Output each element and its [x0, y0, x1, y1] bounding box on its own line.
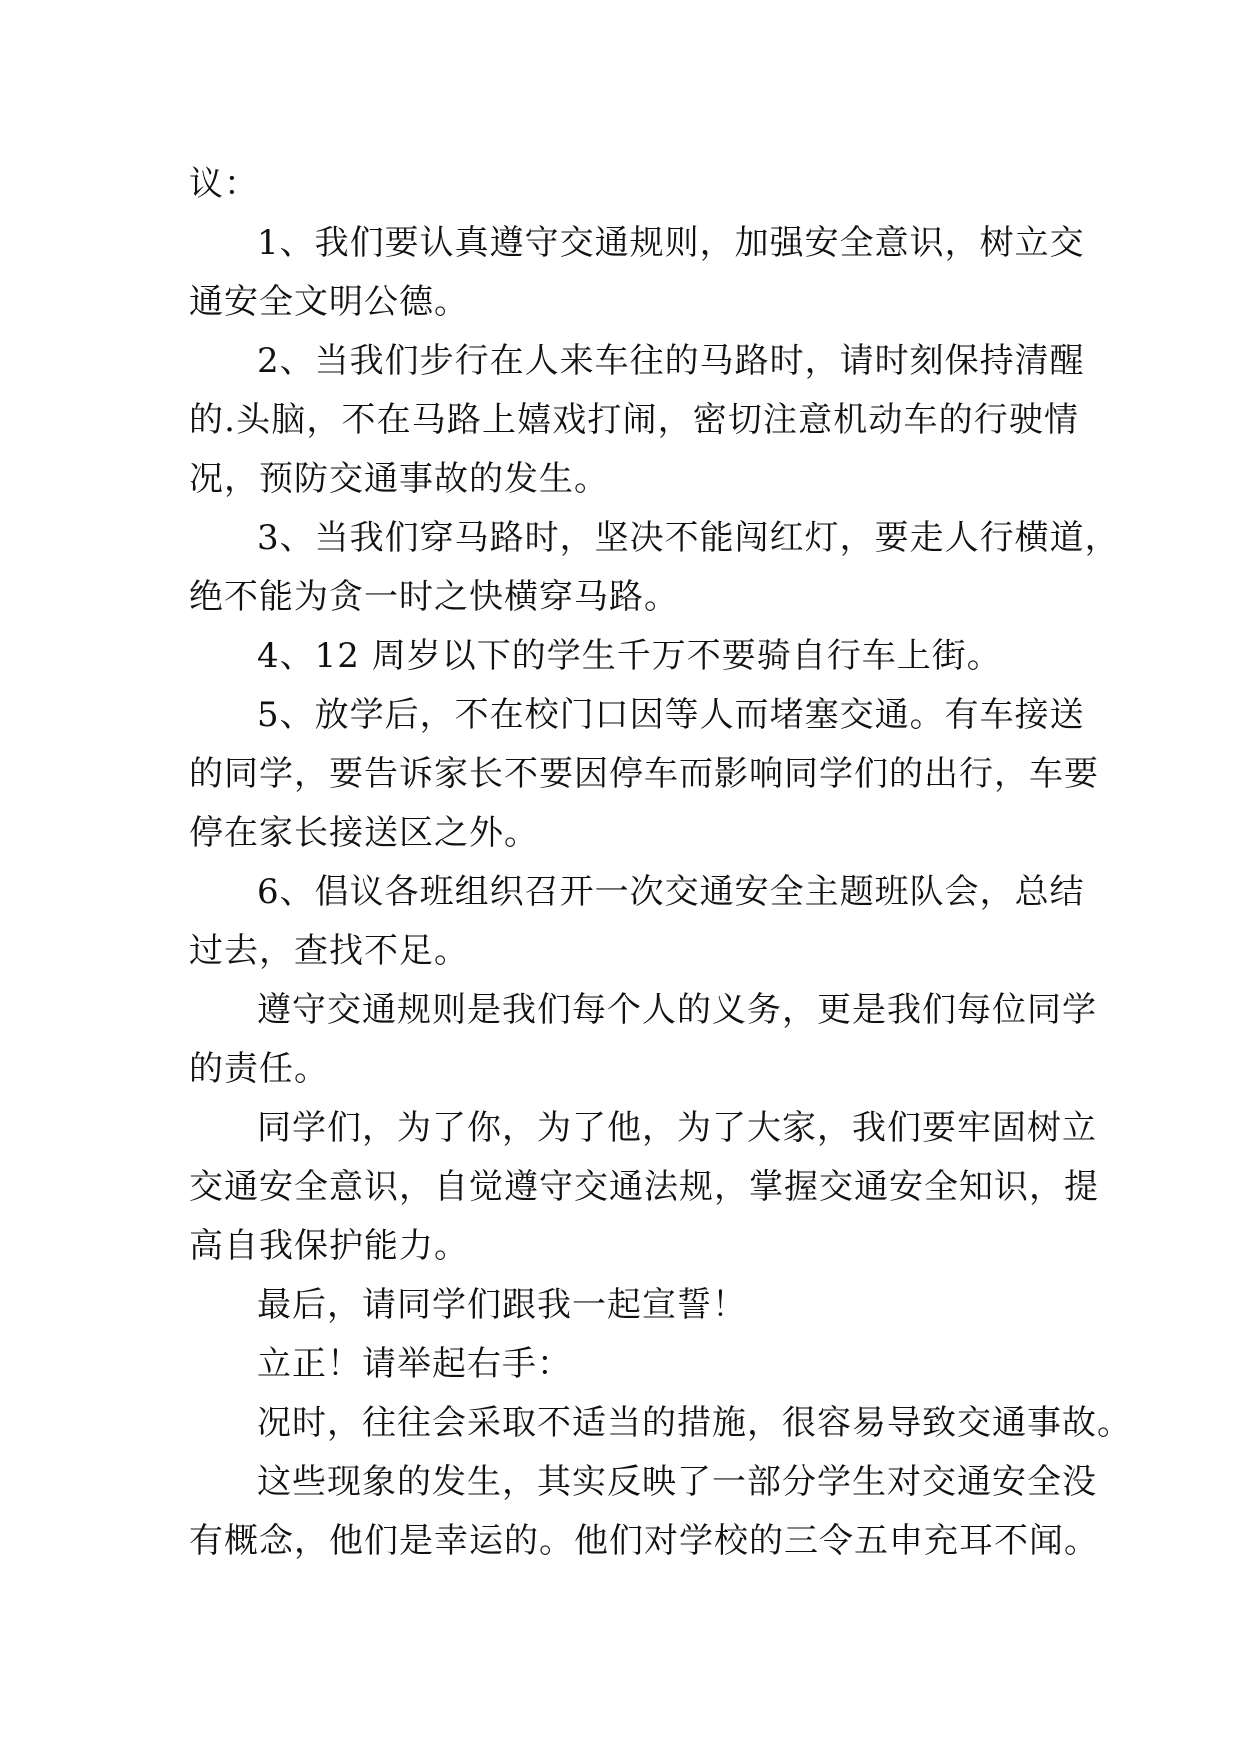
text-line: 遵守交通规则是我们每个人的义务，更是我们每位同学: [257, 990, 1097, 1030]
text-line: 况，预防交通事故的发生。: [189, 459, 609, 499]
text-line: 况时，往往会采取不适当的措施，很容易导致交通事故。: [257, 1403, 1132, 1443]
text-line: 有概念，他们是幸运的。他们对学校的三令五申充耳不闻。: [189, 1521, 1099, 1561]
text-line: 议：: [189, 164, 259, 204]
text-line: 交通安全意识，自觉遵守交通法规，掌握交通安全知识，提: [189, 1167, 1099, 1207]
text-line: 的责任。: [189, 1049, 329, 1089]
text-line: 过去，查找不足。: [189, 931, 469, 971]
text-line: 通安全文明公德。: [189, 282, 469, 322]
text-line: 的同学，要告诉家长不要因停车而影响同学们的出行，车要: [189, 754, 1099, 794]
text-line: 6、倡议各班组织召开一次交通安全主题班队会，总结: [257, 872, 1085, 912]
text-line: 这些现象的发生，其实反映了一部分学生对交通安全没: [257, 1462, 1097, 1502]
text-line: 4、12 周岁以下的学生千万不要骑自行车上街。: [257, 636, 1002, 676]
text-line: 3、当我们穿马路时，坚决不能闯红灯，要走人行横道，: [257, 518, 1120, 558]
text-line: 停在家长接送区之外。: [189, 813, 539, 853]
text-line: 5、放学后，不在校门口因等人而堵塞交通。有车接送: [257, 695, 1085, 735]
document-body: [189, 155, 1132, 1571]
text-line: 最后，请同学们跟我一起宣誓！: [257, 1285, 747, 1325]
text-line: 的.头脑，不在马路上嬉戏打闹，密切注意机动车的行驶情: [189, 400, 1079, 440]
text-line: 绝不能为贪一时之快横穿马路。: [189, 577, 679, 617]
text-line: 立正！请举起右手：: [257, 1344, 572, 1384]
text-line: 高自我保护能力。: [189, 1226, 469, 1266]
text-line: 同学们，为了你，为了他，为了大家，我们要牢固树立: [257, 1108, 1097, 1148]
text-line: 1、我们要认真遵守交通规则，加强安全意识，树立交: [257, 223, 1085, 263]
text-line: 2、当我们步行在人来车往的马路时，请时刻保持清醒: [257, 341, 1085, 381]
